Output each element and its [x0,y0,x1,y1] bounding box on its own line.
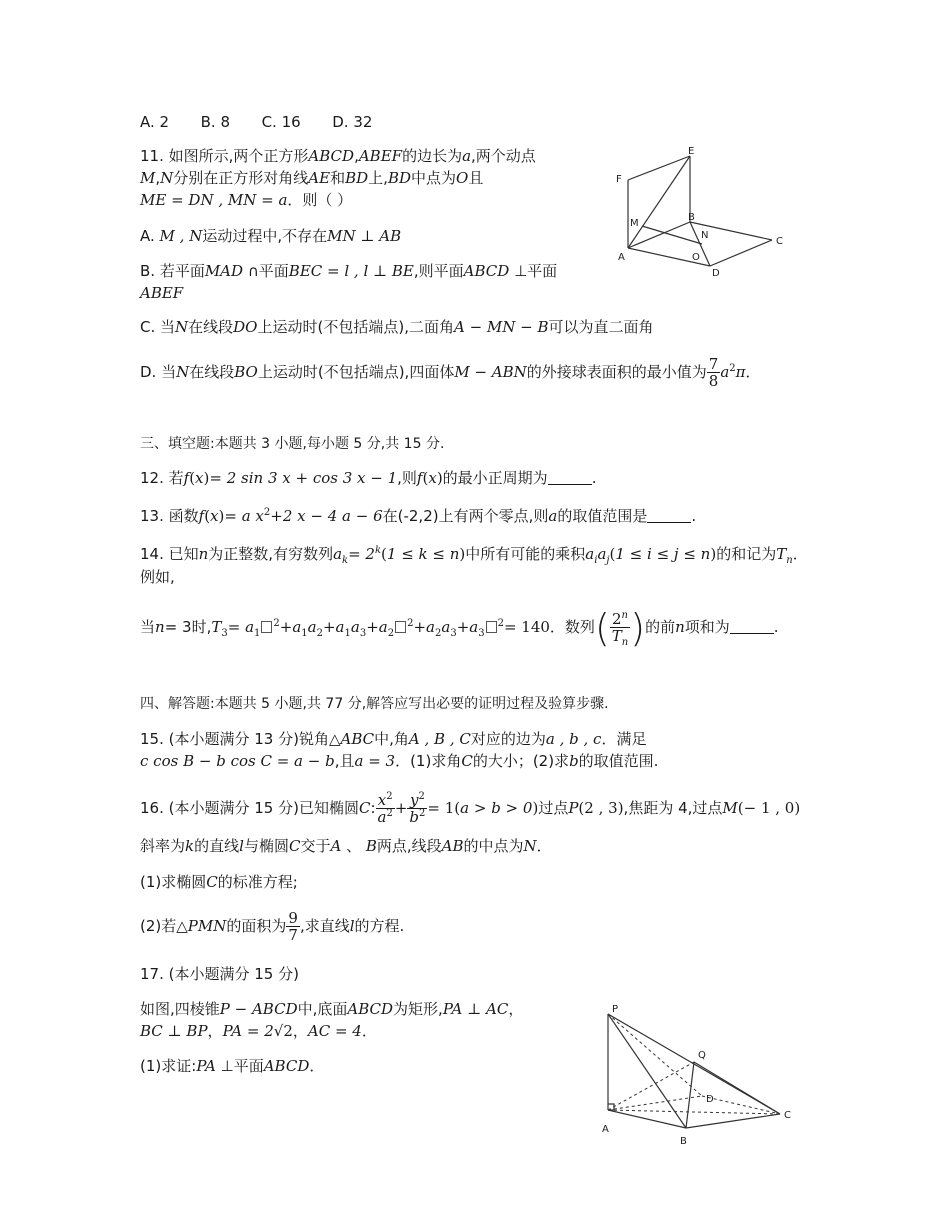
fig11-label-c: C [776,236,783,247]
fig11-label-f: F [616,174,622,185]
fig17-label-a: A [602,1124,609,1135]
q14-line-3: 当n= 3时$,T_3= a_1^2+a_1a_2+a_1a_3+a_2^2+a_2a_3+a_3^2= 140$．数列( $\frac{2^n}{T_n}$ )的前n项和为 . [140,605,779,650]
q16-line-1: 16. (本小题满分 15 分)已知椭圆C: $\frac{x^2}{a^2}$ + $\frac{y^2}{b^2}$ = 1(a > b > 0)过点P(2 , 3),焦距为 4,过点M(− 1 , 0) [140,791,801,826]
fig17-label-c: C [784,1110,791,1121]
fraction-9-7: $\frac{9}{7}$ [288,909,298,944]
placeholder-box [486,621,497,633]
fig11-label-b: B [688,212,695,223]
fig17-label-p: P [612,1004,619,1015]
q11-option-d: D. 当N在线段BO上运动时(不包括端点),四面体M − ABN的外接球表面积的最小值为 $\frac{7}{8}$ $a^2\pi$． [140,355,761,390]
fig11-label-e: E [688,146,695,157]
fig17-label-d: D [706,1094,714,1105]
q16-part-1: (1)求椭圆C的标准方程; [140,873,298,891]
q11-line-2: M,N分别在正方形对角线AE和BD上,BD中点为O且 [140,169,484,187]
fraction-y2-b2: $\frac{y^2}{b^2}$ [409,791,426,826]
q16-line-2: 斜率为k的直线l与椭圆C交于A 、 B两点,线段AB的中点为N． [140,837,552,855]
q10-option-c: C. 16 [261,113,301,131]
q11-option-b-cont: ABEF [140,284,184,302]
q11-option-a: A. M , N运动过程中,不存在MN ⊥ AB [140,227,402,245]
q10-option-a: A. 2 [140,113,170,131]
q11-line-3: ME = DN , MN = a．则（ ） [140,191,353,209]
fig11-label-m: M [630,218,639,229]
q13-line: 13. 函数f(x)= a $x^2+2$ x − 4 a − 6在(-2,2)上有两个零点,则a的取值范围是 . [140,507,697,525]
q14-line-2: 例如, [140,568,175,586]
q15-line-2: c cos B − b cos C = a − b,且a = 3．(1)求角C的大小；(2)求b的取值范围. [140,752,659,770]
fraction-2n-tn: $\frac{2^n}{T_n}$ [611,610,629,648]
fraction-7-8: $\frac{7}{8}$ [708,355,719,390]
q11-option-c: C. 当N在线段DO上运动时(不包括端点),二面角A − MN − B可以为直二面角 [140,318,654,336]
q14-line-1: 14. 已知n为正整数,有穷数列$a_k= 2^k(1 \le k \le n)$中所有可能的乘积$a_ia_j(1 \le i \le j \le n)$的和记为$T_n$． [140,545,808,566]
q11-option-b: B. 若平面MAD ∩平面BEC = l , l ⊥ BE,则平面ABCD ⊥平面 [140,262,558,280]
q17-line-1: 如图,四棱锥P − ABCD中,底面ABCD为矩形,PA ⊥ AC， [140,1000,524,1018]
q11-line-1: 11. 如图所示,两个正方形ABCD,ABEF的边长为a,两个动点 [140,147,536,165]
q12-line: 12. 若f(x)= 2 sin 3 x + cos 3 x − 1,则f(x)的最小正周期为 . [140,469,597,487]
q17-line-2: BC ⊥ BP，PA = 2√2，AC = 4． [140,1022,377,1040]
q16-part-2: (2)若△PMN的面积为 $\frac{9}{7}$ ,求直线l的方程. [140,909,405,944]
q10-option-b: B. 8 [200,113,231,131]
answer-blank [647,508,691,523]
fig17-label-b: B [680,1136,687,1147]
fraction-x2-a2: $\frac{x^2}{a^2}$ [377,791,393,826]
fig17-label-q: Q [698,1050,706,1061]
fig11-label-a: A [618,252,625,263]
section-3-title: 三、填空题:本题共 3 小题,每小题 5 分,共 15 分. [140,436,445,452]
fig11-label-d: D [712,268,720,278]
q17-title: 17. (本小题满分 15 分) [140,965,299,983]
fig11-label-o: O [692,252,700,263]
section-4-title: 四、解答题:本题共 5 小题,共 77 分,解答应写出必要的证明过程及验算步骤. [140,696,609,712]
q15-line-1: 15. (本小题满分 13 分)锐角△ABC中,角A , B , C对应的边为a , b , c．满足 [140,730,647,748]
answer-blank [548,470,592,485]
q17-figure-pyramid [596,1000,806,1150]
q10-option-d: D. 32 [332,113,373,131]
answer-blank [730,619,774,634]
fig11-label-n: N [701,230,709,241]
q11-figure-two-squares [612,146,792,278]
placeholder-box [261,621,272,633]
placeholder-box [395,621,406,633]
q17-part-1: (1)求证:PA ⊥平面ABCD． [140,1057,325,1075]
q10-options [140,112,372,132]
